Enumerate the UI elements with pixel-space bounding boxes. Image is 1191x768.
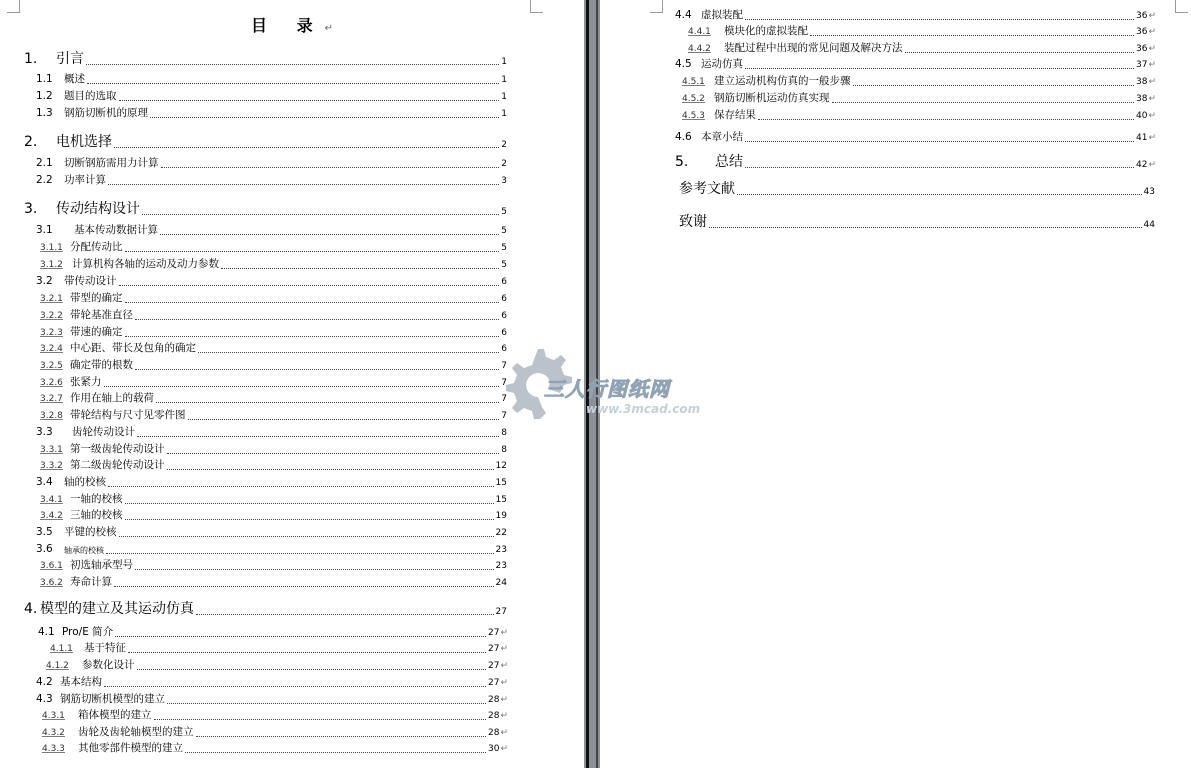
toc-entry[interactable] [42,727,508,739]
toc-entry[interactable] [36,225,508,237]
paragraph-mark-icon: ↵ [1148,10,1156,21]
toc-entry[interactable] [36,91,508,103]
toc-entry-page: 5 [501,206,507,217]
toc-entry-title: 确定带的根数 [70,359,133,371]
toc-entry-page: 23 [495,544,507,555]
toc-entry-title: 齿轮及齿轮轴模型的建立 [78,726,194,738]
dot-leader [810,35,1134,36]
toc-entry-title: 传动结构设计 [56,201,140,217]
toc-entry-title: Pro/E 简介 [62,626,114,638]
toc-entry-title: 轴的校核 [64,476,106,488]
toc-entry[interactable] [40,460,508,472]
toc-entry-page: 8 [501,427,507,438]
toc-entry[interactable] [40,494,508,506]
toc-entry-title: 本章小结 [701,131,743,143]
toc-entry-title: 箱体模型的建立 [78,709,152,721]
toc-entry-page: 3 [501,175,507,186]
watermark-name: 三人行图纸网 [544,377,670,401]
toc-entry[interactable] [46,660,508,672]
toc-entry-page: 12 [495,460,507,471]
dot-leader [745,19,1134,20]
document-page-left [0,0,584,768]
dot-leader [221,268,499,269]
toc-entry-title: 一轴的校核 [70,493,123,505]
toc-entry-number: 3.2.3 [40,327,63,338]
toc-entry-number: 4.3 [36,693,53,705]
paragraph-mark-icon: ↵ [324,23,333,34]
dot-leader [108,486,494,487]
toc-entry[interactable] [36,477,508,489]
toc-entry-number: 3.1.2 [40,259,63,270]
toc-entry-page: 41 [1136,132,1148,143]
toc-entry-title: 基于特征 [84,642,126,654]
toc-entry-page: 38 [1136,93,1148,104]
toc-entry[interactable] [40,343,508,355]
dot-leader [745,167,1134,168]
toc-entry-page: 6 [501,293,507,304]
toc-entry-page: 1 [501,91,507,102]
toc-entry-title: 虚拟装配 [701,9,743,21]
toc-entry-page: 42 [1136,159,1148,170]
toc-entry-number: 4.1 [38,626,55,638]
dot-leader [135,569,494,570]
toc-entry[interactable] [40,242,508,254]
toc-entry-page: 40 [1136,110,1148,121]
toc-entry-number: 4.3.2 [42,727,65,738]
toc-entry[interactable] [36,276,508,288]
toc-entry[interactable] [40,310,508,322]
toc-entry[interactable] [40,560,508,572]
toc-entry-title: 模型的建立及其运动仿真 [40,601,194,617]
dot-leader [125,302,500,303]
toc-entry[interactable] [38,627,508,639]
dot-leader [125,519,494,520]
dot-leader [106,553,494,554]
toc-entry-title: 参数化设计 [82,659,135,671]
toc-title: 目 录↵ [251,16,333,35]
toc-entry-number: 3.5 [36,526,53,538]
dot-leader [137,669,487,670]
dot-leader [119,285,500,286]
toc-entry-page: 6 [501,343,507,354]
toc-entry-title: 致谢 [679,214,707,230]
toc-entry-title: 带轮结构与尺寸见零件图 [70,409,186,421]
toc-entry-page: 19 [495,510,507,521]
dot-leader [154,719,487,720]
dot-leader [188,419,500,420]
toc-entry-title: 计算机构各轴的运动及动力参数 [72,258,219,270]
toc-entry-page: 36 [1136,26,1148,37]
toc-entry-number: 4.3.1 [42,710,65,721]
toc-entry-number: 4.3.3 [42,743,65,754]
toc-entry-number: 4.1.1 [50,643,73,654]
toc-entry-number: 3.1.1 [40,242,63,253]
paragraph-mark-icon: ↵ [1148,110,1156,121]
toc-entry-number: 4. [24,601,38,617]
toc-entry-number: 3.6 [36,543,53,555]
toc-entry-title: 题目的选取 [64,90,117,102]
toc-entry-title: 带传动设计 [64,275,117,287]
dot-leader [108,184,499,185]
toc-entry-number: 4.5.1 [682,76,705,87]
toc-entry-page: 15 [495,477,507,488]
toc-entry-number: 4.4 [675,9,692,21]
toc-entry-title: 建立运动机构仿真的一般步骤 [714,75,851,87]
toc-entry-title: 三轴的校核 [70,509,123,521]
toc-entry-number: 3.2.6 [40,377,63,388]
dot-leader [853,85,1135,86]
toc-entry-page: 28 [488,727,500,738]
toc-entry-title: 其他零部件模型的建立 [78,742,183,754]
dot-leader [196,736,487,737]
toc-entry[interactable] [682,110,1156,122]
toc-entry-title: 保存结果 [714,109,756,121]
dot-leader [115,636,486,637]
dot-leader [737,194,1142,195]
toc-entry-title: 模块化的虚拟装配 [724,25,808,37]
toc-entry-title: 带型的确定 [70,292,123,304]
toc-entry-title: 引言 [56,51,84,67]
toc-entry-page: 28 [488,710,500,721]
crop-mark-icon [530,0,543,13]
toc-entry-page: 30 [488,743,500,754]
toc-entry[interactable] [688,43,1156,55]
toc-entry-number: 1. [24,51,38,67]
toc-entry-page: 1 [501,74,507,85]
dot-leader [119,536,494,537]
dot-leader [709,227,1142,228]
toc-entry[interactable] [36,108,508,120]
toc-entry[interactable] [36,694,508,706]
toc-entry[interactable] [36,74,508,86]
toc-entry-page: 44 [1143,219,1155,230]
toc-entry[interactable] [40,444,508,456]
dot-leader [104,686,486,687]
toc-entry-number: 1.2 [36,90,53,102]
toc-entry-number: 5. [675,154,689,170]
toc-entry-number: 4.4.2 [688,43,711,54]
dot-leader [150,117,499,118]
toc-entry-number: 4.5.3 [682,110,705,121]
toc-entry-title: 切断钢筋需用力计算 [64,157,159,169]
dot-leader [185,752,486,753]
toc-entry-number: 3.2.1 [40,293,63,304]
toc-entry-title: 轴承的校核 [64,545,104,555]
dot-leader [160,234,499,235]
toc-entry-page: 7 [501,360,507,371]
toc-entry-number: 3.6.1 [40,560,63,571]
toc-entry-number: 3.2.8 [40,410,63,421]
toc-entry[interactable] [36,544,508,556]
toc-entry-page: 7 [501,377,507,388]
dot-leader [142,214,499,215]
toc-entry[interactable] [24,202,508,217]
dot-leader [198,352,499,353]
paragraph-mark-icon: ↵ [500,710,508,721]
toc-entry-number: 3.4.2 [40,510,63,521]
toc-entry-number: 4.4.1 [688,26,711,37]
toc-entry-title: 参考文献 [679,181,735,197]
toc-entry-number: 1.3 [36,107,53,119]
toc-entry-title: 第一级齿轮传动设计 [70,443,165,455]
toc-entry[interactable] [36,427,508,439]
toc-entry[interactable] [40,377,508,389]
dot-leader [196,614,494,615]
toc-entry-page: 6 [501,276,507,287]
toc-entry[interactable] [42,710,508,722]
toc-entry[interactable] [24,135,508,150]
toc-entry-page: 2 [501,139,507,150]
toc-entry[interactable] [688,26,1156,38]
toc-entry-number: 4.5 [675,58,692,70]
dot-leader [905,52,1135,53]
paragraph-mark-icon: ↵ [500,660,508,671]
toc-entry-title: 第二级齿轮传动设计 [70,459,165,471]
toc-entry-number: 3.4.1 [40,494,63,505]
toc-entry[interactable] [675,10,1156,22]
toc-entry-page: 2 [501,158,507,169]
toc-entry-title: 基本结构 [60,676,102,688]
toc-entry-number: 3.2.5 [40,360,63,371]
toc-entry[interactable] [40,393,508,405]
crop-mark-icon [650,0,663,13]
toc-entry-page: 8 [501,444,507,455]
toc-entry-number: 3.2.2 [40,310,63,321]
dot-leader [156,402,499,403]
toc-entry-page: 1 [501,108,507,119]
toc-entry-page: 24 [495,577,507,588]
toc-entry[interactable] [50,643,508,655]
dot-leader [137,436,499,437]
dot-leader [135,319,499,320]
toc-entry-page: 36 [1136,10,1148,21]
toc-entry-number: 2. [24,134,38,150]
dot-leader [104,386,500,387]
dot-leader [119,100,500,101]
toc-entry-page: 6 [501,327,507,338]
toc-entry-title: 张紧力 [70,376,102,388]
toc-entry-number: 3.3.2 [40,460,63,471]
toc-entry-number: 3.4 [36,476,53,488]
toc-entry[interactable] [675,182,1156,197]
toc-entry[interactable] [40,293,508,305]
toc-entry[interactable] [24,602,508,617]
toc-entry-title: 运动仿真 [701,58,743,70]
paragraph-mark-icon: ↵ [500,627,508,638]
toc-entry-title: 基本传动数据计算 [74,224,158,236]
dot-leader [125,336,500,337]
toc-entry-page: 27 [488,643,500,654]
crop-mark-icon [1175,0,1188,13]
toc-entry-title: 中心距、带长及包角的确定 [70,342,196,354]
toc-entry-number: 3.3 [36,426,53,438]
dot-leader [161,167,500,168]
paragraph-mark-icon: ↵ [500,643,508,654]
toc-entry-page: 6 [501,310,507,321]
toc-entry-number: 3.1 [36,224,53,236]
toc-entry-page: 27 [488,677,500,688]
toc-entry-title: 功率计算 [64,174,106,186]
toc-entry[interactable] [40,259,508,271]
paragraph-mark-icon: ↵ [1148,59,1156,70]
toc-entry-title: 概述 [64,73,85,85]
toc-entry-number: 3.2 [36,275,53,287]
dot-leader [114,586,494,587]
toc-entry-page: 27 [488,660,500,671]
toc-entry-page: 22 [495,527,507,538]
toc-entry-page: 28 [488,694,500,705]
toc-entry-title: 钢筋切断机的原理 [64,107,148,119]
toc-entry[interactable] [36,677,508,689]
toc-entry-number: 4.5.2 [682,93,705,104]
toc-entry[interactable] [682,93,1156,105]
toc-entry-title: 总结 [715,154,743,170]
toc-entry-page: 1 [501,56,507,67]
toc-entry[interactable] [36,527,508,539]
watermark-url: www.3mcad.com [586,402,701,416]
toc-entry-number: 2.1 [36,157,53,169]
dot-leader [125,503,494,504]
paragraph-mark-icon: ↵ [500,694,508,705]
toc-entry-page: 5 [501,242,507,253]
toc-entry[interactable] [675,59,1156,71]
toc-entry-title: 带轮基准直径 [70,309,133,321]
toc-entry[interactable] [40,327,508,339]
dot-leader [135,369,499,370]
paragraph-mark-icon: ↵ [1148,93,1156,104]
toc-entry[interactable] [40,510,508,522]
paragraph-mark-icon: ↵ [500,743,508,754]
toc-entry[interactable] [40,360,508,372]
toc-entry[interactable] [42,743,508,755]
toc-entry-page: 23 [495,560,507,571]
toc-entry-page: 5 [501,259,507,270]
toc-entry-number: 4.1.2 [46,660,69,671]
toc-entry-number: 3.2.4 [40,343,63,354]
toc-entry-title: 装配过程中出现的常见问题及解决方法 [724,42,903,54]
toc-entry-page: 38 [1136,76,1148,87]
toc-entry-number: 4.2 [36,676,53,688]
toc-entry-number: 3.3.1 [40,444,63,455]
toc-entry[interactable] [24,52,508,67]
dot-leader [832,102,1135,103]
watermark-logo [498,345,708,425]
toc-entry-title: 带速的确定 [70,326,123,338]
dot-leader [167,469,494,470]
dot-leader [87,83,499,84]
toc-entry[interactable] [675,155,1156,170]
toc-entry-title: 分配传动比 [70,241,123,253]
toc-entry-number: 1.1 [36,73,53,85]
crop-mark-icon [7,0,20,13]
toc-entry-number: 3.2.7 [40,393,63,404]
toc-entry-number: 3. [24,201,38,217]
toc-entry-page: 37 [1136,59,1148,70]
toc-entry-page: 36 [1136,43,1148,54]
toc-entry[interactable] [36,175,508,187]
toc-entry-title: 平键的校核 [64,526,117,538]
paragraph-mark-icon: ↵ [1148,132,1156,143]
toc-entry-title: 作用在轴上的载荷 [70,392,154,404]
toc-entry-title: 电机选择 [56,134,112,150]
dot-leader [167,703,486,704]
dot-leader [114,147,499,148]
toc-entry-page: 7 [501,410,507,421]
paragraph-mark-icon: ↵ [500,677,508,688]
paragraph-mark-icon: ↵ [1148,26,1156,37]
toc-entry-title: 钢筋切断机模型的建立 [60,693,165,705]
toc-entry-page: 5 [501,225,507,236]
toc-entry-title: 初选轴承型号 [70,559,133,571]
toc-entry-page: 15 [495,494,507,505]
toc-entry[interactable] [36,158,508,170]
paragraph-mark-icon: ↵ [500,727,508,738]
toc-entry-number: 4.6 [675,131,692,143]
dot-leader [86,64,499,65]
toc-entry[interactable] [40,410,508,422]
dot-leader [745,68,1134,69]
toc-entry-title: 齿轮传动设计 [72,426,135,438]
paragraph-mark-icon: ↵ [1148,159,1156,170]
toc-entry-title: 钢筋切断机运动仿真实现 [714,92,830,104]
dot-leader [167,453,500,454]
dot-leader [758,119,1134,120]
toc-entry-title: 寿命计算 [70,576,112,588]
dot-leader [128,652,486,653]
toc-entry-page: 27 [495,606,507,617]
dot-leader [125,251,500,252]
toc-entry[interactable] [675,215,1156,230]
toc-entry[interactable] [682,76,1156,88]
toc-entry-number: 2.2 [36,174,53,186]
toc-entry[interactable] [40,577,508,589]
dot-leader [745,141,1134,142]
toc-entry[interactable] [675,132,1156,144]
toc-entry-page: 43 [1143,186,1155,197]
toc-entry-page: 7 [501,393,507,404]
toc-entry-page: 27 [488,627,500,638]
toc-entry-number: 3.6.2 [40,577,63,588]
paragraph-mark-icon: ↵ [1148,76,1156,87]
paragraph-mark-icon: ↵ [1148,43,1156,54]
